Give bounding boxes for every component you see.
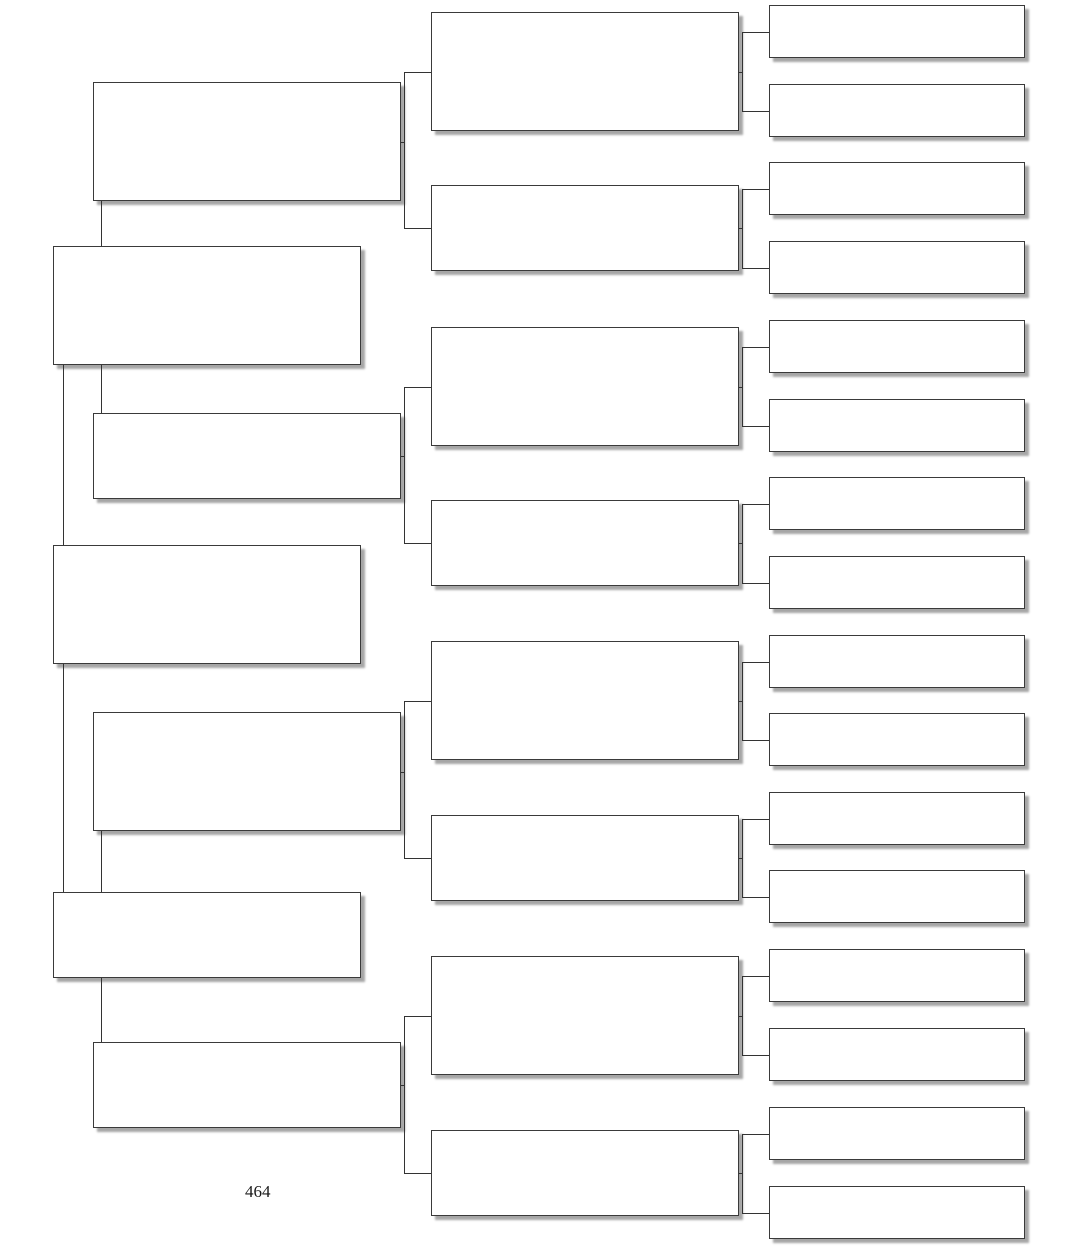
connector-line xyxy=(404,1016,405,1174)
person-box-6 xyxy=(93,712,401,831)
person-box-24 xyxy=(769,635,1025,688)
connector-line xyxy=(404,387,405,544)
person-box-3 xyxy=(53,892,361,978)
person-box-11 xyxy=(431,500,739,586)
connector-line xyxy=(404,1016,431,1017)
person-name xyxy=(774,715,1020,731)
person-box-15 xyxy=(431,1130,739,1216)
connector-line xyxy=(404,1173,431,1174)
connector-line xyxy=(742,1134,769,1135)
connector-line xyxy=(101,978,102,1042)
person-name xyxy=(774,794,1020,810)
connector-line xyxy=(742,347,769,348)
connector-line xyxy=(742,662,769,663)
connector-line xyxy=(742,504,743,583)
person-box-7 xyxy=(93,1042,401,1128)
connector-line xyxy=(742,111,769,112)
person-box-19 xyxy=(769,241,1025,294)
person-name xyxy=(774,951,1020,967)
person-box-31 xyxy=(769,1186,1025,1239)
connector-line xyxy=(404,543,431,544)
person-name xyxy=(774,164,1020,180)
connector-line xyxy=(404,72,431,73)
connector-line xyxy=(742,740,769,741)
person-box-29 xyxy=(769,1028,1025,1081)
person-box-26 xyxy=(769,792,1025,845)
connector-line xyxy=(742,1213,769,1214)
person-name xyxy=(774,637,1020,653)
connector-line xyxy=(742,1134,743,1213)
person-box-12 xyxy=(431,641,739,760)
connector-line xyxy=(742,32,769,33)
connector-line xyxy=(742,347,743,426)
connector-line xyxy=(742,976,769,977)
person-box-30 xyxy=(769,1107,1025,1160)
person-box-1 xyxy=(53,545,361,664)
person-name xyxy=(774,401,1020,417)
connector-line xyxy=(101,201,102,246)
connector-line xyxy=(101,831,102,892)
connector-line xyxy=(404,701,405,859)
person-box-22 xyxy=(769,477,1025,530)
person-box-10 xyxy=(431,327,739,446)
connector-line xyxy=(742,819,743,897)
person-box-28 xyxy=(769,949,1025,1002)
person-box-18 xyxy=(769,162,1025,215)
person-name xyxy=(774,322,1020,338)
person-box-17 xyxy=(769,84,1025,137)
connector-line xyxy=(742,662,743,740)
person-name xyxy=(774,872,1020,888)
connector-line xyxy=(63,365,64,545)
connector-line xyxy=(742,32,743,111)
connector-line xyxy=(742,897,769,898)
connector-line xyxy=(742,1055,769,1056)
person-box-5 xyxy=(93,413,401,499)
person-name xyxy=(774,558,1020,574)
person-box-9 xyxy=(431,185,739,271)
connector-line xyxy=(742,819,769,820)
person-box-20 xyxy=(769,320,1025,373)
person-name xyxy=(774,479,1020,495)
person-box-8 xyxy=(431,12,739,131)
connector-line xyxy=(404,701,431,702)
person-box-14 xyxy=(431,956,739,1075)
person-box-21 xyxy=(769,399,1025,452)
connector-line xyxy=(742,583,769,584)
page-number: 464 xyxy=(245,1182,271,1201)
connector-line xyxy=(742,504,769,505)
connector-line xyxy=(63,664,64,892)
connector-line xyxy=(404,228,431,229)
person-box-13 xyxy=(431,815,739,901)
person-box-2 xyxy=(53,246,361,365)
person-box-25 xyxy=(769,713,1025,766)
connector-line xyxy=(101,365,102,413)
person-box-23 xyxy=(769,556,1025,609)
connector-line xyxy=(742,189,743,268)
person-name xyxy=(774,243,1020,259)
connector-line xyxy=(742,976,743,1055)
person-name xyxy=(774,1030,1020,1046)
connector-line xyxy=(404,72,405,229)
person-box-16 xyxy=(769,5,1025,58)
person-box-4 xyxy=(93,82,401,201)
connector-line xyxy=(742,268,769,269)
person-box-27 xyxy=(769,870,1025,923)
connector-line xyxy=(404,387,431,388)
connector-line xyxy=(742,426,769,427)
connector-line xyxy=(404,858,431,859)
connector-line xyxy=(742,189,769,190)
